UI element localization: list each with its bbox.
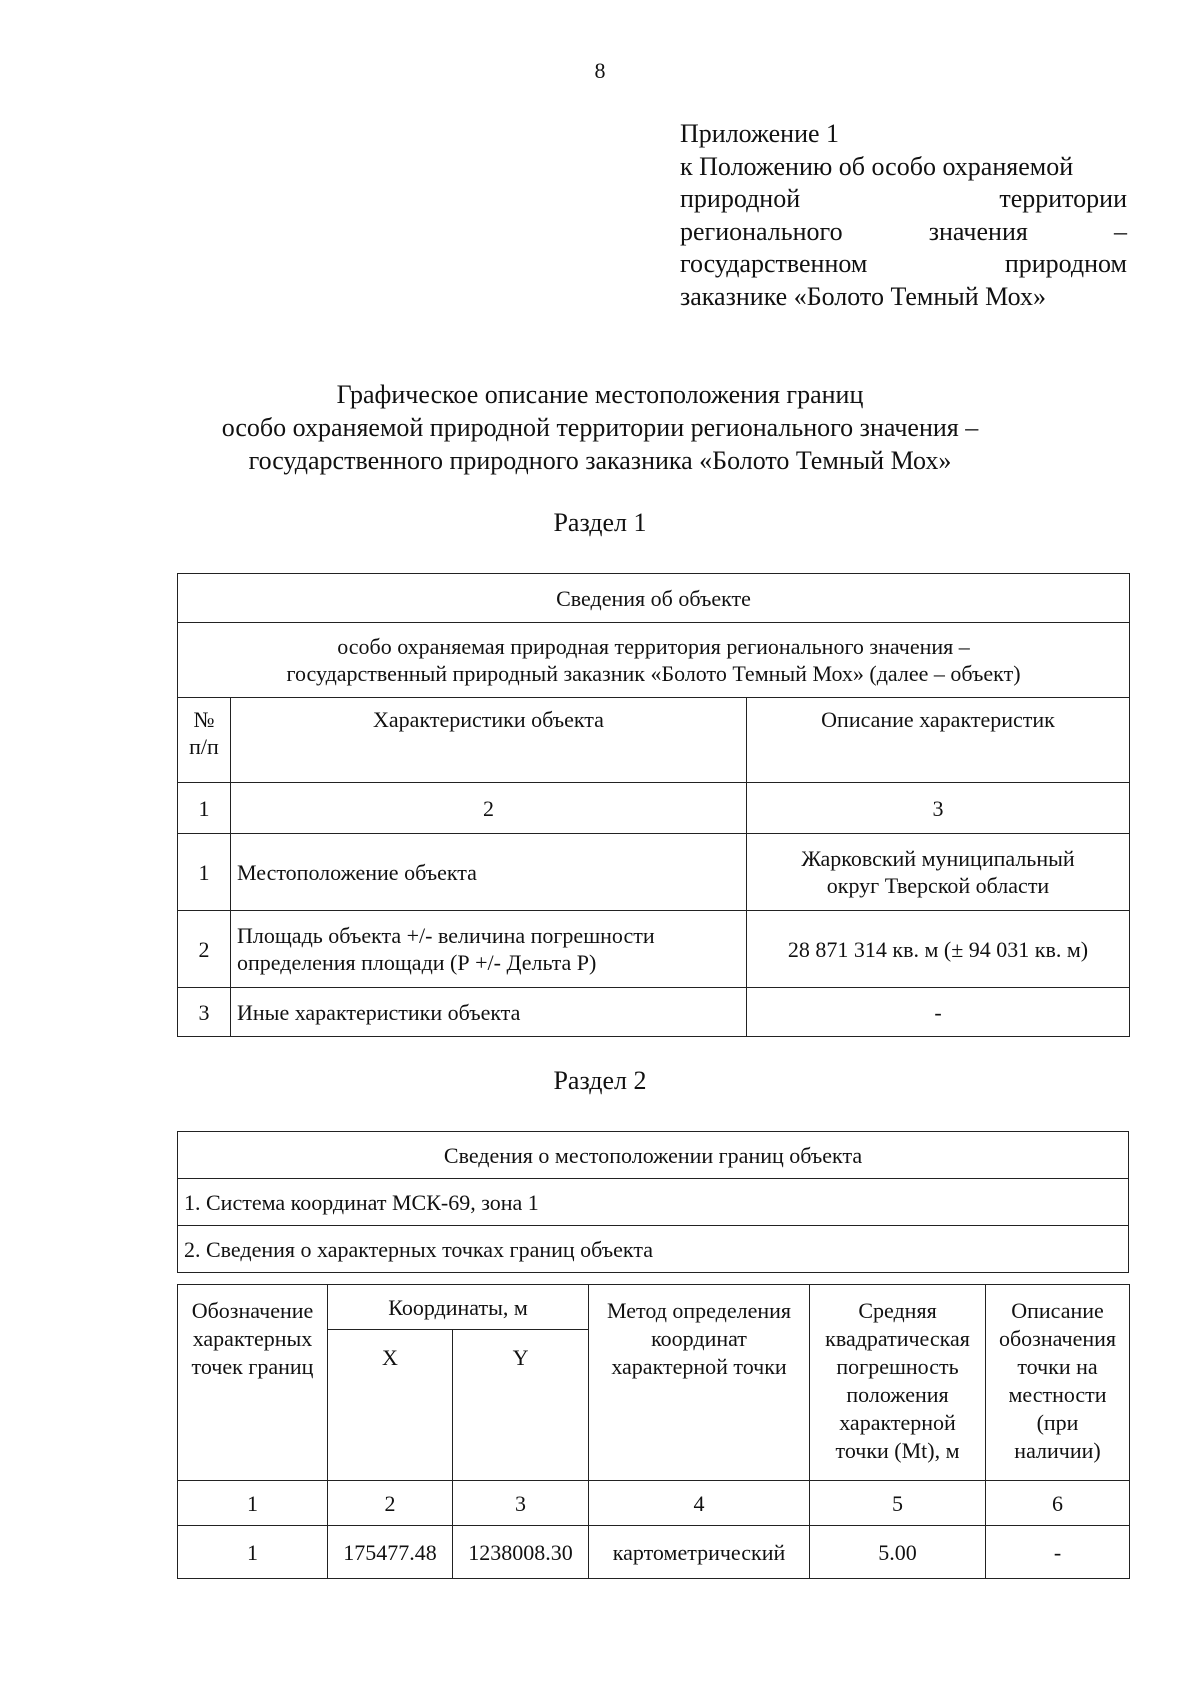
object-name-cell xyxy=(178,623,1130,698)
annex-line: к Положению об особо охраняемой xyxy=(680,151,1074,181)
table-row xyxy=(178,988,1130,1037)
annex-line xyxy=(680,183,1127,216)
header-point-description xyxy=(986,1285,1130,1481)
annex-word: – xyxy=(1113,216,1127,246)
annex-line: Приложение 1 xyxy=(680,119,840,148)
object-name-line: государственный природный заказник «Болото Темный Мох» (далее – объект) xyxy=(286,661,1021,686)
point-designation: 1 xyxy=(178,1526,328,1579)
table-row xyxy=(178,834,1130,911)
row-number: 2 xyxy=(178,911,231,988)
header-line: Метод определения xyxy=(606,1298,792,1323)
row-description: - xyxy=(747,988,1130,1037)
col-number: 3 xyxy=(747,783,1130,834)
point-error: 5.00 xyxy=(810,1526,986,1579)
header-line: точки на xyxy=(1017,1354,1098,1379)
title-line: особо охраняемой природной территории регионального значения – xyxy=(221,413,979,442)
col-header-number: № п/п xyxy=(178,698,231,783)
row-description: 28 871 314 кв. м (± 94 031 кв. м) xyxy=(747,911,1130,988)
point-method: картометрический xyxy=(589,1526,810,1579)
col-number: 3 xyxy=(453,1481,589,1526)
header-y: Y xyxy=(453,1330,589,1481)
row-characteristic: Иные характеристики объекта xyxy=(231,988,747,1037)
header-error xyxy=(810,1285,986,1481)
col-number: 4 xyxy=(589,1481,810,1526)
col-header-characteristics: Характеристики объекта xyxy=(231,698,747,783)
annex-word: значения xyxy=(928,216,1028,246)
page-number: 8 xyxy=(594,58,606,83)
header-x: X xyxy=(328,1330,453,1481)
characteristic-line: определения площади (Р +/- Дельта Р) xyxy=(237,950,597,975)
header-line: характерной xyxy=(839,1410,956,1435)
annex-word: регионального xyxy=(680,216,843,246)
object-info-table xyxy=(177,573,1130,1037)
table-row xyxy=(178,911,1130,988)
title-line: Графическое описание местоположения границ xyxy=(336,380,864,409)
object-info-title: Сведения об объекте xyxy=(178,574,1130,623)
col-number: 6 xyxy=(986,1481,1130,1526)
col-number: 2 xyxy=(328,1481,453,1526)
boundary-points-table xyxy=(177,1284,1130,1579)
coordinate-system-row: 1. Система координат МСК-69, зона 1 xyxy=(178,1179,1129,1226)
annex-line xyxy=(680,248,1127,281)
header-line: характерной точки xyxy=(611,1354,787,1379)
title-line: государственного природного заказника «Болото Темный Мох» xyxy=(248,446,952,475)
characteristic-line: Площадь объекта +/- величина погрешности xyxy=(237,923,655,948)
document-title xyxy=(0,378,1200,477)
header-line: точки (Mt), м xyxy=(835,1438,960,1463)
header-line: положения xyxy=(846,1382,949,1407)
header-line: местности xyxy=(1008,1382,1107,1407)
section-1-heading: Раздел 1 xyxy=(553,508,647,537)
annex-word: природной xyxy=(680,184,801,213)
annex-word: территории xyxy=(999,184,1127,213)
points-info-row: 2. Сведения о характерных точках границ объекта xyxy=(178,1226,1129,1273)
header-line: обозначения xyxy=(998,1326,1117,1351)
header-line: характерных xyxy=(192,1326,313,1351)
point-y: 1238008.30 xyxy=(453,1526,589,1579)
row-number: 3 xyxy=(178,988,231,1037)
point-x: 175477.48 xyxy=(328,1526,453,1579)
annex-word: государственном xyxy=(680,249,868,278)
row-characteristic xyxy=(231,911,747,988)
annex-block xyxy=(680,118,1127,313)
object-name-line: особо охраняемая природная территория регионального значения – xyxy=(337,634,970,659)
header-line: наличии) xyxy=(1014,1438,1101,1463)
header-coordinates: Координаты, м xyxy=(328,1285,589,1330)
header-designation xyxy=(178,1285,328,1481)
header-line: Средняя xyxy=(858,1298,937,1323)
header-line: координат xyxy=(651,1326,747,1351)
annex-line: заказнике «Болото Темный Мох» xyxy=(680,281,1046,311)
header-line: Описание xyxy=(1011,1298,1104,1323)
description-line: Жарковский муниципальный xyxy=(801,846,1075,871)
boundary-info-title: Сведения о местоположении границ объекта xyxy=(178,1132,1129,1179)
point-description: - xyxy=(986,1526,1130,1579)
header-line: квадратическая xyxy=(825,1326,970,1351)
table-row xyxy=(178,1526,1130,1579)
col-number: 2 xyxy=(231,783,747,834)
header-line: Обозначение xyxy=(191,1298,314,1323)
col-number: 5 xyxy=(810,1481,986,1526)
section-2-heading: Раздел 2 xyxy=(553,1066,647,1095)
col-number: 1 xyxy=(178,783,231,834)
col-number: 1 xyxy=(178,1481,328,1526)
header-line: погрешность xyxy=(836,1354,959,1379)
boundary-info-table xyxy=(177,1131,1129,1273)
row-description xyxy=(747,834,1130,911)
row-number: 1 xyxy=(178,834,231,911)
header-line: (при xyxy=(1036,1410,1079,1435)
description-line: округ Тверской области xyxy=(826,873,1050,898)
row-characteristic: Местоположение объекта xyxy=(231,834,747,911)
header-method xyxy=(589,1285,810,1481)
annex-word: природном xyxy=(1004,249,1127,278)
col-header-description: Описание характеристик xyxy=(747,698,1130,783)
header-line: точек границ xyxy=(191,1354,314,1379)
annex-line xyxy=(680,216,1127,249)
